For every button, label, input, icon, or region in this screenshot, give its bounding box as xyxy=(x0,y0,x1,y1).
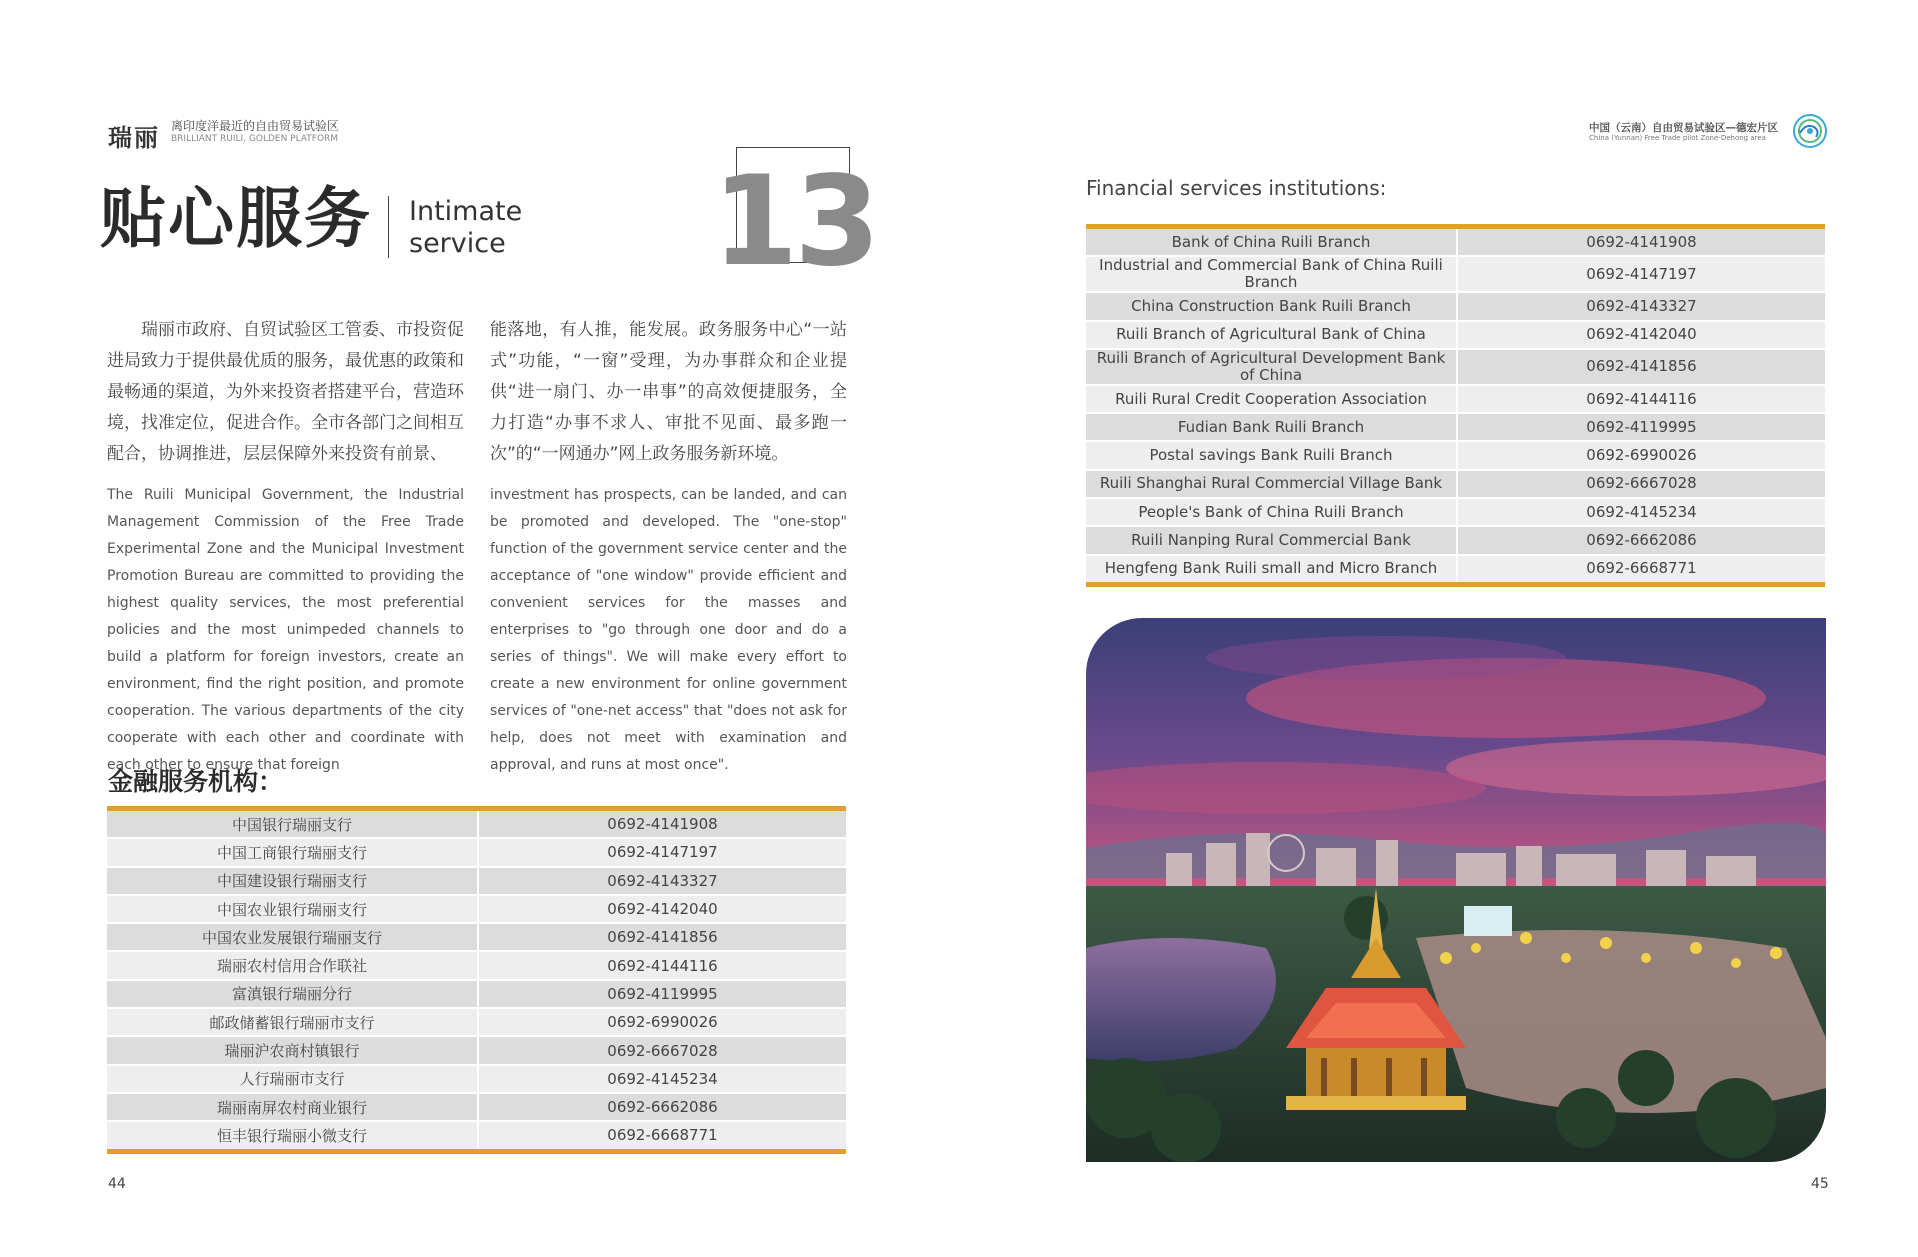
city-sunset-illustration xyxy=(1086,618,1826,1162)
table-row xyxy=(1086,349,1825,385)
table-row xyxy=(107,867,846,895)
institution-phone: 0692-4147197 xyxy=(478,838,846,866)
institution-name: 中国农业银行瑞丽支行 xyxy=(107,895,478,923)
header-en: China (Yunnan) Free Trade pilot Zone-Dehong area xyxy=(1589,134,1766,142)
institution-name: Ruili Branch of Agricultural Development Bank of China xyxy=(1086,349,1457,385)
institution-name: 邮政储蓄银行瑞丽市支行 xyxy=(107,1008,478,1036)
institution-name: Ruili Nanping Rural Commercial Bank xyxy=(1086,526,1457,554)
institutions-table-en xyxy=(1086,224,1825,587)
institution-phone: 0692-6667028 xyxy=(478,1036,846,1064)
institution-phone: 0692-4143327 xyxy=(478,867,846,895)
institution-name: Ruili Branch of Agricultural Bank of China xyxy=(1086,321,1457,349)
table-row xyxy=(107,951,846,979)
brand-logo: 瑞丽 xyxy=(108,123,160,152)
body-text-en-col2: investment has prospects, can be landed, and can be promoted and developed. The "one-stop" function of the government service center and the acceptance of "one window" provide efficient and convenient services for the masses and enterprises to "go through one door and do a series of things". We will make every effort to create a new environment for online government services of "one-net access" that "does not ask for help, does not meet with examination and approval, and runs at most once". xyxy=(490,487,847,773)
table-row xyxy=(107,1008,846,1036)
institution-name: 恒丰银行瑞丽小微支行 xyxy=(107,1121,478,1151)
body-text-zh-col1: 瑞丽市政府、自贸试验区工管委、市投资促进局致力于提供最优质的服务，最优惠的政策和最畅通的渠道，为外来投资者搭建平台，营造环境，找准定位，促进合作。全市各部门之间相互配合，协调推进，层层保障外来投资有前景、 xyxy=(107,320,464,464)
institution-name: People's Bank of China Ruili Branch xyxy=(1086,498,1457,526)
table-row xyxy=(1086,227,1825,257)
table-row xyxy=(1086,526,1825,554)
institution-phone: 0692-6662086 xyxy=(1457,526,1825,554)
page-title-en xyxy=(409,196,522,260)
institution-name: China Construction Bank Ruili Branch xyxy=(1086,292,1457,320)
table-row xyxy=(1086,413,1825,441)
institution-name: 中国工商银行瑞丽支行 xyxy=(107,838,478,866)
page-number-left: 44 xyxy=(108,1176,126,1192)
institution-phone: 0692-4141856 xyxy=(1457,349,1825,385)
table-row xyxy=(1086,256,1825,292)
institution-phone: 0692-4141856 xyxy=(478,923,846,951)
institution-name: Postal savings Bank Ruili Branch xyxy=(1086,441,1457,469)
table-row xyxy=(1086,498,1825,526)
institution-name: Industrial and Commercial Bank of China Ruili Branch xyxy=(1086,256,1457,292)
table-row xyxy=(1086,555,1825,585)
table-row xyxy=(1086,441,1825,469)
institution-name: 中国建设银行瑞丽支行 xyxy=(107,867,478,895)
chapter-number: 13 xyxy=(712,150,877,294)
institution-phone: 0692-6668771 xyxy=(1457,555,1825,585)
free-trade-zone-logo-icon xyxy=(1792,113,1828,149)
table-row xyxy=(107,980,846,1008)
institution-name: Ruili Shanghai Rural Commercial Village Bank xyxy=(1086,470,1457,498)
institution-name: 人行瑞丽市支行 xyxy=(107,1065,478,1093)
table-row xyxy=(1086,321,1825,349)
page-title-zh: 贴心服务 xyxy=(100,180,372,257)
institution-phone: 0692-6990026 xyxy=(1457,441,1825,469)
body-text-en-col1: The Ruili Municipal Government, the Industrial Management Commission of the Free Trade Experimental Zone and the Municipal Investment Promotion Bureau are committed to providing the highest quality services, the most preferential policies and the most unimpeded channels to build a platform for foreign investors, create an environment, find the right position, and promote cooperation. The various departments of the city cooperate with each other and coordinate with each other to ensure that foreign xyxy=(107,487,464,773)
title-divider xyxy=(388,196,389,258)
table-row xyxy=(107,1121,846,1151)
page-title-en-line1: Intimate xyxy=(409,196,523,227)
institution-phone: 0692-4119995 xyxy=(1457,413,1825,441)
table-row xyxy=(1086,385,1825,413)
institution-phone: 0692-4145234 xyxy=(1457,498,1825,526)
city-sunset-photo xyxy=(1086,618,1826,1162)
table-row xyxy=(1086,470,1825,498)
table-row xyxy=(107,895,846,923)
institution-phone: 0692-6668771 xyxy=(478,1121,846,1151)
table-row xyxy=(107,1093,846,1121)
institution-phone: 0692-4142040 xyxy=(1457,321,1825,349)
header-zh: 中国（云南）自由贸易试验区—德宏片区 xyxy=(1589,122,1778,134)
institution-phone: 0692-4147197 xyxy=(1457,256,1825,292)
institution-name: 富滇银行瑞丽分行 xyxy=(107,980,478,1008)
table-row xyxy=(1086,292,1825,320)
institution-phone: 0692-4143327 xyxy=(1457,292,1825,320)
institution-phone: 0692-4141908 xyxy=(1457,227,1825,257)
institution-phone: 0692-4144116 xyxy=(478,951,846,979)
table-row xyxy=(107,838,846,866)
section-heading-financial-zh: 金融服务机构： xyxy=(108,767,284,796)
brand-tagline-zh: 离印度洋最近的自由贸易试验区 xyxy=(171,119,340,133)
institution-phone: 0692-4145234 xyxy=(478,1065,846,1093)
institution-phone: 0692-4119995 xyxy=(478,980,846,1008)
institution-phone: 0692-4142040 xyxy=(478,895,846,923)
table-row xyxy=(107,1065,846,1093)
institution-name: 瑞丽沪农商村镇银行 xyxy=(107,1036,478,1064)
institution-name: 中国农业发展银行瑞丽支行 xyxy=(107,923,478,951)
institution-phone: 0692-6990026 xyxy=(478,1008,846,1036)
table-row xyxy=(107,809,846,839)
institution-name: Bank of China Ruili Branch xyxy=(1086,227,1457,257)
institution-name: Hengfeng Bank Ruili small and Micro Branch xyxy=(1086,555,1457,585)
institution-name: Ruili Rural Credit Cooperation Association xyxy=(1086,385,1457,413)
table-row xyxy=(107,1036,846,1064)
page-number-right: 45 xyxy=(1811,1176,1829,1192)
institution-phone: 0692-4141908 xyxy=(478,809,846,839)
body-text-zh-col2: 能落地，有人推，能发展。政务服务中心“一站式”功能，“一窗”受理，为办事群众和企业提供“进一扇门、办一串事”的高效便捷服务，全力打造“办事不求人、审批不见面、最多跑一次”的“一网通办”网上政务服务新环境。 xyxy=(490,320,847,464)
institution-name: Fudian Bank Ruili Branch xyxy=(1086,413,1457,441)
table-row xyxy=(107,923,846,951)
institution-name: 瑞丽农村信用合作联社 xyxy=(107,951,478,979)
institutions-table-zh xyxy=(107,806,846,1154)
page-title-en-line2: service xyxy=(409,228,506,259)
brand-tagline-en: BRILLIANT RUILI, GOLDEN PLATFORM xyxy=(171,134,339,144)
institution-phone: 0692-4144116 xyxy=(1457,385,1825,413)
section-label-financial-en: Financial services institutions: xyxy=(1086,176,1387,200)
institution-phone: 0692-6667028 xyxy=(1457,470,1825,498)
institution-name: 中国银行瑞丽支行 xyxy=(107,809,478,839)
institution-phone: 0692-6662086 xyxy=(478,1093,846,1121)
institution-name: 瑞丽南屏农村商业银行 xyxy=(107,1093,478,1121)
